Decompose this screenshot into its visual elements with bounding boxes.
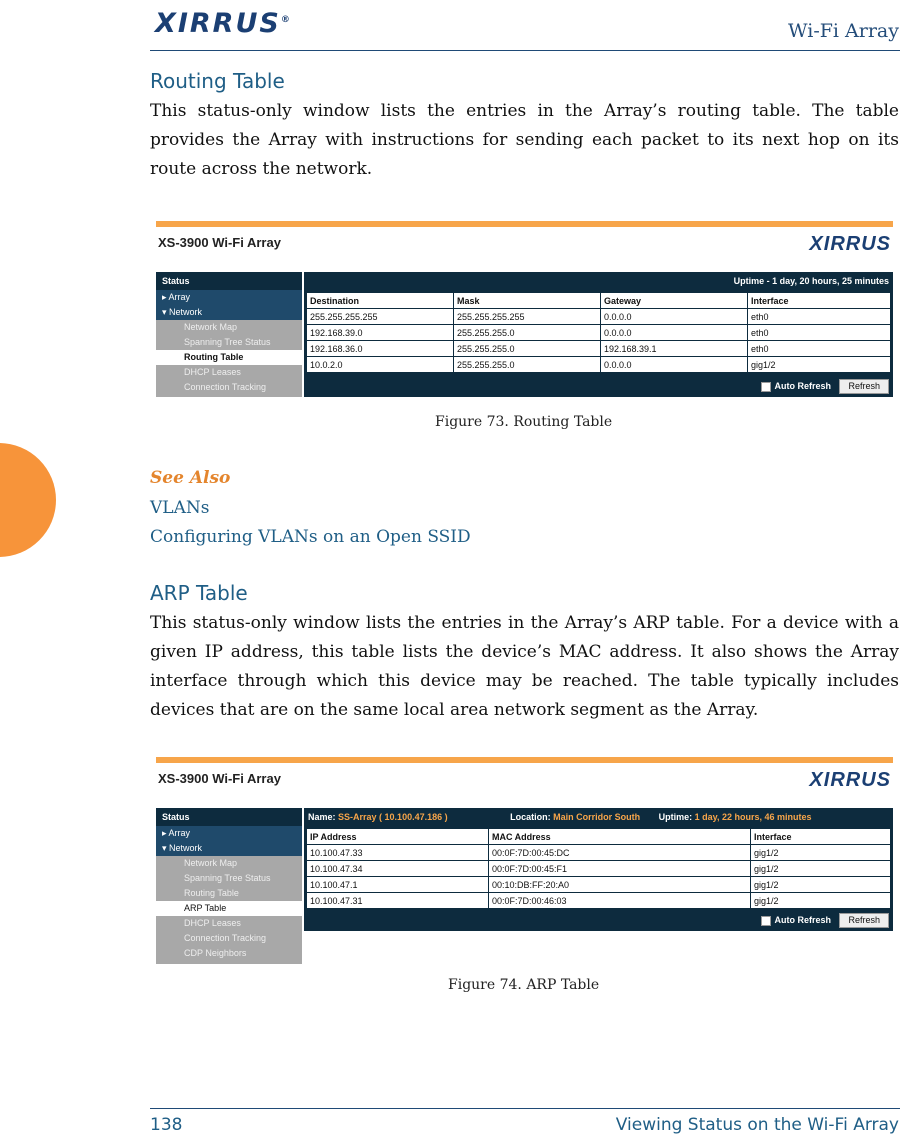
sidebar-item-array[interactable]: ▸ Array <box>156 290 302 305</box>
table-row <box>307 325 891 341</box>
table-header-row <box>307 293 891 309</box>
table-cell: gig1/2 <box>751 845 891 861</box>
main-panel <box>304 808 893 931</box>
table-cell: 10.0.2.0 <box>307 357 454 373</box>
table-cell: gig1/2 <box>751 861 891 877</box>
sidebar-item-connection-tracking[interactable]: Connection Tracking <box>156 931 302 946</box>
window-title: XS-3900 Wi-Fi Array <box>158 235 281 250</box>
table-cell: 00:0F:7D:00:45:F1 <box>489 861 751 877</box>
column-header: Interface <box>748 293 891 309</box>
header-title: Wi-Fi Array <box>788 20 899 42</box>
table-cell: 0.0.0.0 <box>601 325 748 341</box>
location-value: Main Corridor South <box>553 812 641 822</box>
window-title: XS-3900 Wi-Fi Array <box>158 771 281 786</box>
table-cell: gig1/2 <box>751 893 891 909</box>
table-row <box>307 893 891 909</box>
table-cell: 255.255.255.255 <box>307 309 454 325</box>
figure-73-caption: Figure 73. Routing Table <box>435 414 613 430</box>
refresh-button[interactable]: Refresh <box>839 913 889 928</box>
column-header: Interface <box>751 829 891 845</box>
sidebar-item-array[interactable]: ▸ Array <box>156 826 302 841</box>
screenshot-logo: XIRRUS <box>809 769 891 791</box>
sidebar-item-spanning-tree-status[interactable]: Spanning Tree Status <box>156 335 302 350</box>
sidebar-item-arp-table[interactable]: ARP Table <box>156 901 302 916</box>
arp-table-screenshot <box>156 757 893 965</box>
sidebar-item-cdp-neighbors[interactable]: CDP Neighbors <box>156 946 302 961</box>
sidebar <box>156 808 302 964</box>
table-cell: 00:10:DB:FF:20:A0 <box>489 877 751 893</box>
table-cell: 255.255.255.0 <box>454 341 601 357</box>
footer-rule <box>150 1108 900 1109</box>
refresh-controls <box>761 378 889 394</box>
table-row <box>307 877 891 893</box>
routing-table-screenshot <box>156 221 893 397</box>
table-row <box>307 309 891 325</box>
table-row <box>307 845 891 861</box>
table-header-row <box>307 829 891 845</box>
column-header: MAC Address <box>489 829 751 845</box>
auto-refresh-label: Auto Refresh <box>774 381 831 391</box>
table-cell: 10.100.47.1 <box>307 877 489 893</box>
sidebar-status[interactable]: Status <box>156 808 302 826</box>
table-cell: 255.255.255.0 <box>454 325 601 341</box>
sidebar <box>156 272 302 397</box>
sidebar-item-dhcp-leases[interactable]: DHCP Leases <box>156 916 302 931</box>
table-cell: 00:0F:7D:00:45:DC <box>489 845 751 861</box>
sidebar-item-routing-table[interactable]: Routing Table <box>156 886 302 901</box>
table-cell: gig1/2 <box>748 357 891 373</box>
array-info-bar <box>304 808 893 826</box>
arp-table <box>306 828 891 909</box>
uptime-value: 1 day, 22 hours, 46 minutes <box>694 812 812 822</box>
sidebar-item-spanning-tree-status[interactable]: Spanning Tree Status <box>156 871 302 886</box>
auto-refresh-label: Auto Refresh <box>774 915 831 925</box>
table-cell: eth0 <box>748 341 891 357</box>
figure-74-caption: Figure 74. ARP Table <box>448 977 600 993</box>
table-cell: 10.100.47.33 <box>307 845 489 861</box>
uptime-bar <box>304 272 893 290</box>
column-header: IP Address <box>307 829 489 845</box>
sidebar-status[interactable]: Status <box>156 272 302 290</box>
column-header: Destination <box>307 293 454 309</box>
table-cell: eth0 <box>748 309 891 325</box>
refresh-controls <box>761 912 889 928</box>
sidebar-item-routing-table[interactable]: Routing Table <box>156 350 302 365</box>
routing-table-description: This status-only window lists the entries in the Array’s routing table. The table provides the Array with instructions for sending each packet to its next hop on its route across the network. <box>150 101 899 179</box>
table-cell: 255.255.255.255 <box>454 309 601 325</box>
table-row <box>307 357 891 373</box>
table-cell: 00:0F:7D:00:46:03 <box>489 893 751 909</box>
auto-refresh-checkbox[interactable] <box>761 916 771 926</box>
xirrus-logo: XIRRUS® <box>155 8 292 39</box>
table-cell: 192.168.39.1 <box>601 341 748 357</box>
table-row <box>307 341 891 357</box>
sidebar-item-network-map[interactable]: Network Map <box>156 320 302 335</box>
top-accent-bar <box>156 221 893 227</box>
screenshot-logo: XIRRUS <box>809 233 891 255</box>
table-row <box>307 861 891 877</box>
table-cell: 255.255.255.0 <box>454 357 601 373</box>
footer-section-title: Viewing Status on the Wi-Fi Array <box>615 1115 899 1135</box>
main-panel <box>304 272 893 397</box>
routing-table <box>306 292 891 373</box>
sidebar-item-network[interactable]: ▾ Network <box>156 305 302 320</box>
link-vlans[interactable]: VLANs <box>150 498 210 518</box>
top-accent-bar <box>156 757 893 763</box>
name-label: Name: <box>308 812 336 822</box>
sidebar-item-dhcp-leases[interactable]: DHCP Leases <box>156 365 302 380</box>
table-cell: 192.168.39.0 <box>307 325 454 341</box>
uptime-text: Uptime - 1 day, 20 hours, 25 minutes <box>733 276 889 286</box>
refresh-button[interactable]: Refresh <box>839 379 889 394</box>
arp-table-description: This status-only window lists the entries in the Array’s ARP table. For a device with a given IP address, this table lists the device’s MAC address. It also shows the Array interface through which this device may be reached. The table typically includes devices that are on the same local area network segment as the Array. <box>150 613 899 720</box>
link-configuring-vlans[interactable]: Configuring VLANs on an Open SSID <box>150 527 471 547</box>
auto-refresh-checkbox[interactable] <box>761 382 771 392</box>
page-number: 138 <box>150 1115 183 1135</box>
table-cell: 0.0.0.0 <box>601 357 748 373</box>
column-header: Gateway <box>601 293 748 309</box>
table-cell: 10.100.47.31 <box>307 893 489 909</box>
name-value: SS-Array ( 10.100.47.186 ) <box>338 812 448 822</box>
chapter-tab-marker <box>0 443 56 557</box>
sidebar-item-network[interactable]: ▾ Network <box>156 841 302 856</box>
table-cell: 192.168.36.0 <box>307 341 454 357</box>
section-heading-routing-table: Routing Table <box>150 69 285 93</box>
table-cell: 0.0.0.0 <box>601 309 748 325</box>
column-header: Mask <box>454 293 601 309</box>
table-cell: gig1/2 <box>751 877 891 893</box>
header-rule <box>150 50 900 51</box>
sidebar-item-connection-tracking[interactable]: Connection Tracking <box>156 380 302 395</box>
uptime-label: Uptime: <box>658 812 693 822</box>
sidebar-item-network-map[interactable]: Network Map <box>156 856 302 871</box>
see-also-heading: See Also <box>150 468 231 488</box>
table-cell: 10.100.47.34 <box>307 861 489 877</box>
location-label: Location: <box>510 812 551 822</box>
section-heading-arp-table: ARP Table <box>150 581 248 605</box>
table-cell: eth0 <box>748 325 891 341</box>
